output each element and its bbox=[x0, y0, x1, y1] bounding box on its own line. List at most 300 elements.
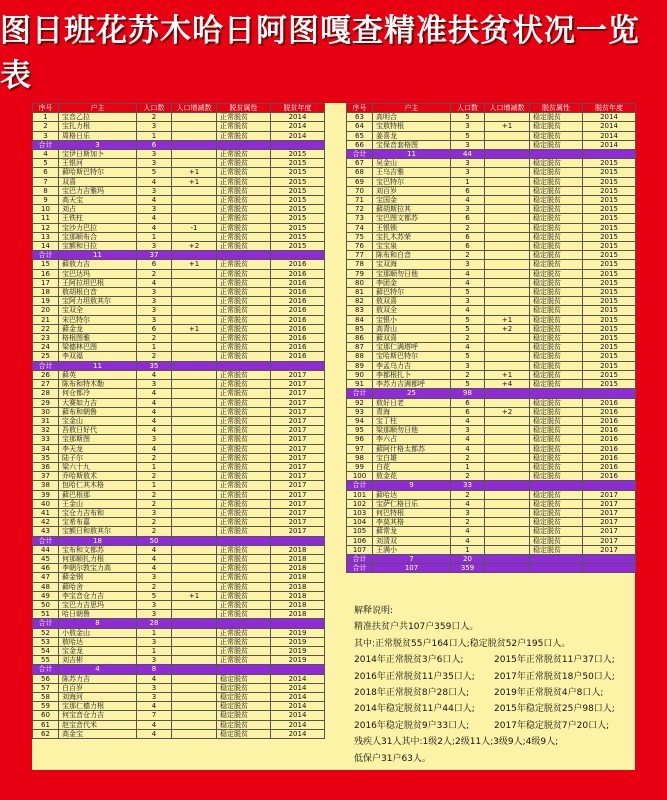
cell-index: 81 bbox=[347, 288, 373, 297]
cell-index: 90 bbox=[347, 370, 373, 379]
cell-population: 6 bbox=[451, 242, 485, 251]
cell-year: 2015 bbox=[583, 306, 636, 315]
cell-population: 3 bbox=[137, 242, 172, 251]
cell-population: 3 bbox=[137, 435, 172, 444]
cell-householder: 18 bbox=[59, 536, 137, 545]
cell-population-change bbox=[172, 637, 217, 646]
cell-population-change bbox=[172, 619, 217, 628]
cell-population: 3 bbox=[137, 656, 172, 665]
cell-population-change: +1 bbox=[485, 122, 530, 131]
cell-index: 合计 bbox=[33, 619, 59, 628]
cell-status: 正常脱贫 bbox=[217, 462, 271, 471]
cell-index: 17 bbox=[33, 278, 59, 287]
cell-index: 88 bbox=[347, 352, 373, 361]
cell-index: 105 bbox=[347, 527, 373, 536]
cell-householder: 敖胡根白音 bbox=[59, 288, 137, 297]
cell-year: 2017 bbox=[271, 462, 325, 471]
table-row bbox=[347, 278, 636, 287]
cell-population: 4 bbox=[137, 444, 172, 453]
table-row bbox=[33, 260, 325, 269]
cell-status: 正常脱贫 bbox=[217, 656, 271, 665]
table-row bbox=[33, 435, 325, 444]
cell-status: 正常脱贫 bbox=[217, 278, 271, 287]
table-row bbox=[33, 159, 325, 168]
table-row bbox=[347, 140, 636, 149]
cell-householder: 刘吉彬 bbox=[59, 656, 137, 665]
cell-population-change bbox=[485, 223, 530, 232]
cell-index: 75 bbox=[347, 232, 373, 241]
subtotal-row bbox=[33, 140, 325, 149]
cell-index: 60 bbox=[33, 711, 59, 720]
cell-householder: 何仓都冷 bbox=[59, 389, 137, 398]
cell-population: 3 bbox=[451, 361, 485, 370]
table-row bbox=[33, 278, 325, 287]
cell-householder: 藓金钢 bbox=[59, 573, 137, 582]
cell-index: 16 bbox=[33, 269, 59, 278]
cell-index: 46 bbox=[33, 564, 59, 573]
subtotal-row bbox=[33, 361, 325, 370]
cell-population: 3 bbox=[137, 573, 172, 582]
cell-year: 2017 bbox=[583, 536, 636, 545]
cell-population-change bbox=[172, 297, 217, 306]
cell-year: 2015 bbox=[583, 288, 636, 297]
notes-pair-left: 2016年稳定脱贫9户33口人; bbox=[354, 720, 470, 731]
cell-population-change bbox=[172, 646, 217, 655]
cell-population: 2 bbox=[137, 499, 172, 508]
cell-index: 27 bbox=[33, 380, 59, 389]
cell-population-change bbox=[485, 564, 530, 573]
col-header-status: 脱贫属性 bbox=[530, 104, 583, 113]
cell-index: 合计 bbox=[33, 665, 59, 674]
cell-population: 4 bbox=[137, 196, 172, 205]
cell-population-change: +4 bbox=[485, 380, 530, 389]
title-banner bbox=[0, 0, 667, 100]
cell-population-change bbox=[485, 416, 530, 425]
cell-year: 2016 bbox=[271, 324, 325, 333]
cell-status: 正常脱贫 bbox=[217, 554, 271, 563]
cell-status: 稳定脱贫 bbox=[530, 499, 583, 508]
cell-population: 2 bbox=[137, 472, 172, 481]
cell-householder: 王阿拉坦巴根 bbox=[59, 278, 137, 287]
table-row bbox=[33, 334, 325, 343]
cell-status: 正常脱贫 bbox=[217, 646, 271, 655]
cell-population-change bbox=[172, 251, 217, 260]
cell-householder: 宝丁柱 bbox=[373, 416, 451, 425]
cell-index: 38 bbox=[33, 481, 59, 490]
cell-status: 稳定脱贫 bbox=[530, 370, 583, 379]
cell-index: 22 bbox=[33, 324, 59, 333]
cell-population: 7 bbox=[137, 711, 172, 720]
cell-population: 4 bbox=[451, 278, 485, 287]
cell-status: 正常脱贫 bbox=[217, 370, 271, 379]
cell-population: 5 bbox=[137, 591, 172, 600]
cell-population: 44 bbox=[451, 150, 485, 159]
table-row bbox=[347, 407, 636, 416]
cell-status bbox=[217, 251, 271, 260]
cell-index: 30 bbox=[33, 407, 59, 416]
table-row bbox=[347, 334, 636, 343]
cell-year: 2016 bbox=[583, 416, 636, 425]
cell-year: 2014 bbox=[271, 693, 325, 702]
notes-breakdown-line: 其中:正常脱贫55户164口人;稳定脱贫52户195口人。 bbox=[354, 638, 571, 649]
cell-index: 57 bbox=[33, 683, 59, 692]
cell-householder: 3 bbox=[59, 140, 137, 149]
col-header-year: 脱贫年度 bbox=[271, 104, 325, 113]
cell-population: 3 bbox=[137, 637, 172, 646]
cell-householder: 梁六十九 bbox=[59, 462, 137, 471]
cell-population-change bbox=[172, 600, 217, 609]
cell-population-change bbox=[485, 490, 530, 499]
cell-index: 95 bbox=[347, 426, 373, 435]
cell-householder: 刘百岁 bbox=[373, 186, 451, 195]
cell-index: 21 bbox=[33, 315, 59, 324]
cell-population: 4 bbox=[137, 278, 172, 287]
cell-population: 3 bbox=[137, 297, 172, 306]
cell-year: 2014 bbox=[271, 720, 325, 729]
cell-index: 92 bbox=[347, 398, 373, 407]
cell-population-change bbox=[172, 361, 217, 370]
cell-year: 2017 bbox=[271, 490, 325, 499]
cell-population: 3 bbox=[137, 508, 172, 517]
cell-population: 4 bbox=[137, 729, 172, 738]
cell-population-change bbox=[172, 352, 217, 361]
table-row bbox=[33, 591, 325, 600]
cell-population: 4 bbox=[137, 426, 172, 435]
cell-index: 44 bbox=[33, 545, 59, 554]
notes-pair-right: 2019年正常脱贫4户8口人; bbox=[494, 688, 604, 699]
table-row bbox=[347, 113, 636, 122]
cell-population-change bbox=[485, 334, 530, 343]
cell-householder: 李宝音仓力吉 bbox=[59, 591, 137, 600]
table-row bbox=[347, 462, 636, 471]
cell-householder: 敖哈达 bbox=[59, 637, 137, 646]
cell-index: 68 bbox=[347, 168, 373, 177]
cell-householder: 陈布和白音 bbox=[373, 251, 451, 260]
cell-population: 6 bbox=[451, 407, 485, 416]
cell-year: 2015 bbox=[271, 214, 325, 223]
cell-population-change bbox=[172, 518, 217, 527]
cell-index: 78 bbox=[347, 260, 373, 269]
cell-population: 33 bbox=[451, 481, 485, 490]
cell-status: 正常脱贫 bbox=[217, 159, 271, 168]
cell-status: 正常脱贫 bbox=[217, 122, 271, 131]
cell-year: 2015 bbox=[583, 159, 636, 168]
cell-population-change bbox=[172, 508, 217, 517]
cell-index: 合计 bbox=[347, 554, 373, 563]
cell-index: 64 bbox=[347, 122, 373, 131]
cell-status: 正常脱贫 bbox=[217, 637, 271, 646]
cell-householder: 藓常龙 bbox=[373, 527, 451, 536]
subtotal-row bbox=[33, 251, 325, 260]
cell-population-change bbox=[172, 472, 217, 481]
cell-population-change: +1 bbox=[485, 315, 530, 324]
cell-population-change bbox=[485, 426, 530, 435]
cell-index: 69 bbox=[347, 177, 373, 186]
cell-population-change bbox=[172, 545, 217, 554]
table-row bbox=[33, 122, 325, 131]
cell-population: 4 bbox=[137, 416, 172, 425]
cell-householder: 大赛如力吉 bbox=[59, 398, 137, 407]
subtotal-row bbox=[347, 150, 636, 159]
cell-householder: 11 bbox=[59, 361, 137, 370]
cell-householder: 11 bbox=[373, 150, 451, 159]
cell-status: 正常脱贫 bbox=[217, 573, 271, 582]
table-row bbox=[33, 269, 325, 278]
cell-population: 5 bbox=[451, 113, 485, 122]
cell-index: 54 bbox=[33, 646, 59, 655]
cell-status: 稳定脱贫 bbox=[530, 306, 583, 315]
cell-status: 稳定脱贫 bbox=[530, 168, 583, 177]
cell-population-change bbox=[172, 232, 217, 241]
cell-population: 2 bbox=[137, 334, 172, 343]
table-row bbox=[33, 380, 325, 389]
cell-population-change bbox=[485, 297, 530, 306]
cell-index: 7 bbox=[33, 177, 59, 186]
cell-householder: 9 bbox=[373, 481, 451, 490]
cell-year: 2017 bbox=[583, 490, 636, 499]
cell-year: 2016 bbox=[271, 334, 325, 343]
cell-householder: 宝那顺勿日他 bbox=[373, 269, 451, 278]
notes-pair-row bbox=[354, 669, 635, 685]
table-row bbox=[347, 324, 636, 333]
cell-householder: 李天龙 bbox=[59, 444, 137, 453]
cell-status: 稳定脱贫 bbox=[530, 232, 583, 241]
cell-index: 99 bbox=[347, 462, 373, 471]
cell-status: 稳定脱贫 bbox=[530, 536, 583, 545]
cell-population-change bbox=[172, 720, 217, 729]
cell-householder: 宝巴力吉雅玛 bbox=[59, 186, 137, 195]
cell-status: 正常脱贫 bbox=[217, 416, 271, 425]
cell-population: 2 bbox=[451, 472, 485, 481]
cell-status: 正常脱贫 bbox=[217, 131, 271, 140]
cell-status: 稳定脱贫 bbox=[530, 527, 583, 536]
subtotal-row bbox=[347, 564, 636, 573]
cell-index: 15 bbox=[33, 260, 59, 269]
cell-householder: 11 bbox=[59, 251, 137, 260]
cell-householder: 李朝尔敦宝力高 bbox=[59, 564, 137, 573]
cell-population: 4 bbox=[137, 370, 172, 379]
cell-index: 合计 bbox=[33, 251, 59, 260]
cell-year bbox=[271, 665, 325, 674]
cell-population-change bbox=[485, 242, 530, 251]
cell-year: 2015 bbox=[583, 380, 636, 389]
cell-householder: 王银河 bbox=[59, 159, 137, 168]
cell-year: 2015 bbox=[583, 361, 636, 370]
cell-householder: 宝那仁德力根 bbox=[59, 702, 137, 711]
cell-year: 2014 bbox=[583, 131, 636, 140]
cell-householder: 李莫其格 bbox=[373, 518, 451, 527]
col-header-population: 人口数 bbox=[451, 104, 485, 113]
cell-index: 2 bbox=[33, 122, 59, 131]
cell-householder: 宋巴特尔 bbox=[59, 315, 137, 324]
cell-population: 2 bbox=[137, 518, 172, 527]
col-header-householder: 户主 bbox=[59, 104, 137, 113]
cell-population: 5 bbox=[451, 324, 485, 333]
cell-year: 2018 bbox=[271, 573, 325, 582]
cell-population-change bbox=[172, 582, 217, 591]
table-row bbox=[33, 150, 325, 159]
table-row bbox=[347, 352, 636, 361]
cell-population-change bbox=[485, 278, 530, 287]
cell-year: 2019 bbox=[271, 656, 325, 665]
cell-status: 正常脱贫 bbox=[217, 591, 271, 600]
cell-status: 稳定脱贫 bbox=[530, 131, 583, 140]
cell-status: 稳定脱贫 bbox=[530, 518, 583, 527]
cell-year: 2014 bbox=[271, 674, 325, 683]
cell-householder: 藓哈斯巴特尔 bbox=[59, 168, 137, 177]
cell-year: 2017 bbox=[271, 398, 325, 407]
cell-population: 3 bbox=[451, 168, 485, 177]
cell-population-change bbox=[172, 389, 217, 398]
cell-householder: 宝阿力坦敖其尔 bbox=[59, 297, 137, 306]
cell-householder: 宝那斯图 bbox=[59, 435, 137, 444]
cell-status: 正常脱贫 bbox=[217, 186, 271, 195]
cell-householder: 藓布和朝鲁 bbox=[59, 407, 137, 416]
cell-year: 2014 bbox=[271, 702, 325, 711]
cell-householder: 何那顺扎力根 bbox=[59, 554, 137, 563]
cell-population: 3 bbox=[137, 315, 172, 324]
cell-householder: 王乌吉雅 bbox=[373, 168, 451, 177]
cell-population-change bbox=[172, 656, 217, 665]
cell-householder: 宝银小 bbox=[373, 315, 451, 324]
cell-status: 稳定脱贫 bbox=[530, 196, 583, 205]
cell-index: 41 bbox=[33, 508, 59, 517]
cell-population: 1 bbox=[137, 343, 172, 352]
cell-year: 2015 bbox=[583, 205, 636, 214]
cell-population-change bbox=[172, 536, 217, 545]
cell-householder: 乔哈斯敖术 bbox=[59, 472, 137, 481]
cell-householder: 宝金山 bbox=[59, 416, 137, 425]
cell-population-change bbox=[172, 490, 217, 499]
cell-population: 6 bbox=[137, 324, 172, 333]
cell-population-change bbox=[485, 398, 530, 407]
notes-heading: 解释说明: bbox=[354, 606, 394, 616]
cell-householder: 宝白雄 bbox=[373, 453, 451, 462]
cell-index: 32 bbox=[33, 426, 59, 435]
notes-pair-right: 2015年稳定脱贫25户98口人; bbox=[494, 704, 615, 715]
cell-householder: 周格日乐 bbox=[59, 131, 137, 140]
table-row bbox=[33, 729, 325, 738]
cell-year bbox=[271, 361, 325, 370]
cell-population: 4 bbox=[137, 720, 172, 729]
cell-index: 80 bbox=[347, 278, 373, 287]
cell-index: 42 bbox=[33, 518, 59, 527]
cell-index: 106 bbox=[347, 536, 373, 545]
table-row bbox=[33, 398, 325, 407]
cell-population: 3 bbox=[137, 610, 172, 619]
cell-status: 稳定脱贫 bbox=[530, 186, 583, 195]
cell-status: 稳定脱贫 bbox=[530, 472, 583, 481]
table-row bbox=[347, 536, 636, 545]
cell-year: 2017 bbox=[271, 380, 325, 389]
cell-year: 2015 bbox=[583, 260, 636, 269]
cell-population: 2 bbox=[451, 251, 485, 260]
cell-population: 5 bbox=[451, 131, 485, 140]
cell-index: 合计 bbox=[33, 536, 59, 545]
table-row bbox=[347, 242, 636, 251]
cell-status: 稳定脱贫 bbox=[217, 729, 271, 738]
cell-population-change: +1 bbox=[172, 324, 217, 333]
cell-status: 正常脱贫 bbox=[217, 223, 271, 232]
cell-population-change bbox=[172, 610, 217, 619]
table-row bbox=[33, 177, 325, 186]
subtotal-row bbox=[347, 554, 636, 563]
cell-status: 稳定脱贫 bbox=[530, 205, 583, 214]
cell-index: 82 bbox=[347, 297, 373, 306]
cell-status: 稳定脱贫 bbox=[530, 490, 583, 499]
cell-householder: 宝那仁满塔呼 bbox=[373, 343, 451, 352]
cell-index: 93 bbox=[347, 407, 373, 416]
cell-population: 3 bbox=[137, 288, 172, 297]
cell-population: 2 bbox=[451, 518, 485, 527]
cell-index: 89 bbox=[347, 361, 373, 370]
cell-householder: 宝仓力吉布和 bbox=[59, 508, 137, 517]
cell-status bbox=[530, 389, 583, 398]
cell-year: 2016 bbox=[583, 472, 636, 481]
table-row bbox=[33, 656, 325, 665]
table-row bbox=[33, 564, 325, 573]
cell-status: 正常脱贫 bbox=[217, 398, 271, 407]
table-row bbox=[33, 508, 325, 517]
cell-population: 3 bbox=[451, 426, 485, 435]
cell-population: 2 bbox=[137, 527, 172, 536]
cell-householder: 藓胡斯拉其 bbox=[373, 205, 451, 214]
table-row bbox=[33, 223, 325, 232]
cell-index: 25 bbox=[33, 352, 59, 361]
cell-year: 2016 bbox=[271, 288, 325, 297]
cell-population: 4 bbox=[137, 554, 172, 563]
cell-status: 正常脱贫 bbox=[217, 242, 271, 251]
cell-year: 2017 bbox=[271, 416, 325, 425]
cell-year: 2017 bbox=[271, 508, 325, 517]
cell-index: 合计 bbox=[347, 564, 373, 573]
cell-index: 100 bbox=[347, 472, 373, 481]
cell-population-change: +1 bbox=[172, 591, 217, 600]
cell-status: 正常脱贫 bbox=[217, 564, 271, 573]
cell-status bbox=[530, 564, 583, 573]
cell-status: 稳定脱贫 bbox=[530, 416, 583, 425]
cell-status bbox=[530, 554, 583, 563]
cell-population: 6 bbox=[451, 232, 485, 241]
cell-index: 107 bbox=[347, 545, 373, 554]
cell-population: 4 bbox=[137, 398, 172, 407]
table-row bbox=[33, 481, 325, 490]
cell-householder: 陆子尔 bbox=[59, 453, 137, 462]
cell-population: 2 bbox=[137, 113, 172, 122]
cell-population: 2 bbox=[137, 582, 172, 591]
cell-population: 4 bbox=[451, 536, 485, 545]
cell-population: 2 bbox=[451, 370, 485, 379]
table-row bbox=[33, 499, 325, 508]
cell-population-change bbox=[485, 131, 530, 140]
cell-population: 359 bbox=[451, 564, 485, 573]
cell-index: 72 bbox=[347, 205, 373, 214]
cell-population: 2 bbox=[451, 223, 485, 232]
cell-year: 2016 bbox=[583, 462, 636, 471]
cell-population-change: +2 bbox=[485, 407, 530, 416]
cell-householder: 梁那顺勿日他 bbox=[373, 426, 451, 435]
cell-year: 2016 bbox=[271, 297, 325, 306]
cell-status: 稳定脱贫 bbox=[530, 278, 583, 287]
cell-status: 稳定脱贫 bbox=[530, 214, 583, 223]
cell-status: 稳定脱贫 bbox=[530, 159, 583, 168]
col-header-year: 脱贫年度 bbox=[583, 104, 636, 113]
cell-population-change: +1 bbox=[485, 370, 530, 379]
cell-population-change bbox=[172, 398, 217, 407]
cell-population-change bbox=[485, 499, 530, 508]
cell-status: 稳定脱贫 bbox=[530, 269, 583, 278]
table-row bbox=[33, 646, 325, 655]
